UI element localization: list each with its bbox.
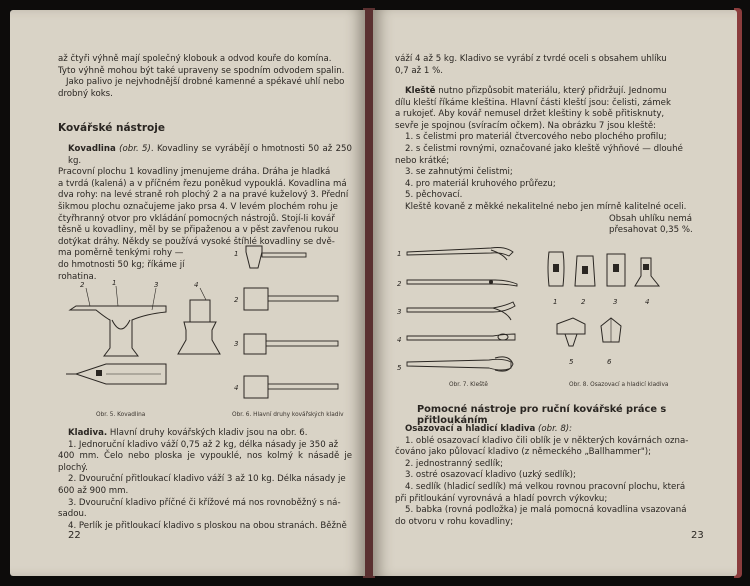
list-item: 1. s čelistmi pro materiál čtvercového nebo plochého profilu; <box>405 132 667 143</box>
fig5-label: 4 <box>194 281 199 289</box>
term-kleste: Kleště <box>405 86 436 96</box>
fig8-label: 1 <box>553 298 558 306</box>
text-line: drobný koks. <box>58 88 113 99</box>
figure-6-caption: Obr. 6. Hlavní druhy kovářských kladiv <box>232 412 344 418</box>
text-line: přesahovat 0,35 %. <box>609 225 693 236</box>
list-item: 4. pro materiál kruhového průřezu; <box>405 178 556 189</box>
set-hammers-paragraph <box>395 424 709 528</box>
fig7-label: 2 <box>397 280 402 288</box>
text-line: Obsah uhlíku nemá <box>609 213 693 224</box>
subsection-title: Osazovací a hladicí kladiva <box>405 424 536 434</box>
figure-6-hammers <box>232 242 342 402</box>
figure-reference: (obr. 8): <box>535 424 573 434</box>
text-line: Kleště kovaně z měkké nekalitelné nebo jen mírně kalitelné oceli. <box>405 201 687 212</box>
figure-8-set-hammers <box>541 246 691 376</box>
text-line: do hmotnosti 50 kg; říkáme jí <box>58 259 185 270</box>
text-line: Jako palivo je nejvhodnější drobné kamenné a spékavé uhlí nebo <box>66 77 345 88</box>
list-item: 2. s čelistmi rovnými, označované jako kleště výhňové — dlouhé <box>405 143 683 154</box>
text-line: rohatina. <box>58 271 97 282</box>
term-kovadlina: Kovadlina <box>68 144 116 154</box>
text-line: Tyto výhně mohou být také upraveny se spodním odvodem spalin. <box>58 65 345 76</box>
fig6-label: 1 <box>234 250 239 258</box>
page-number-left: 22 <box>68 530 81 541</box>
list-item: 4. Perlík je přitloukací kladivo s ploskou na obou stranách. Běžně <box>68 520 347 531</box>
text-line: dílu kleští říkáme kleština. Hlavní části kleští jsou: čelisti, zámek <box>395 97 671 108</box>
text-line: a tvrdá (kalená) a v příčném řezu poněkud vypouklá. Kovadlina má <box>58 178 347 189</box>
list-item: 1. oblé osazovací kladivo čili oblík je v některých kovárnách ozna- <box>405 435 689 446</box>
open-book <box>8 8 742 578</box>
figure-reference: (obr. 5) <box>119 144 151 154</box>
figure-5-anvil <box>66 278 226 408</box>
list-item: 3. ostré osazovací kladivo (uzký sedlík); <box>405 470 576 481</box>
fig7-label: 5 <box>397 364 402 372</box>
list-item: sadou. <box>58 509 87 520</box>
right-intro-paragraph <box>395 54 709 77</box>
list-item: nebo krátké; <box>395 155 450 166</box>
section-title-right: Pomocné nástroje pro ruční kovářské práce s přitloukáním <box>417 404 667 426</box>
list-item: při přitloukání vyrovnává a hladí povrch výkovku; <box>395 493 608 504</box>
left-page <box>10 10 365 576</box>
section-title: Kovářské nástroje <box>58 122 165 134</box>
figure-7-caption: Obr. 7. Kleště <box>449 382 488 388</box>
list-item: do otvoru v rohu kovadliny; <box>395 516 514 527</box>
term-kladiva: Kladiva. <box>68 428 108 438</box>
fig8-label: 5 <box>569 358 574 366</box>
text-line: . Kovadliny se vyrábějí o hmotnosti 50 až 250 kg. <box>68 144 352 166</box>
kladiva-paragraph <box>58 428 352 532</box>
fig8-label: 3 <box>613 298 618 306</box>
left-intro-paragraph <box>58 54 350 100</box>
list-item: 2. jednostranný sedlík; <box>405 458 503 469</box>
fig5-label: 3 <box>154 281 159 289</box>
figure-8-caption: Obr. 8. Osazovací a hladicí kladiva <box>569 382 669 388</box>
list-item: 400 mm. Čelo nebo ploska je vypouklé, nos kolmý k násadě je plochý. <box>58 451 352 473</box>
list-item: čováno jako půlovací kladivo (z německého „Ballhammer"); <box>395 447 652 458</box>
fig7-label: 4 <box>397 336 402 344</box>
text-line: a rukojeť. Aby kovář nemusel držet kleštiny k sobě přitisknuty, <box>395 109 665 120</box>
fig7-label: 3 <box>397 308 402 316</box>
fig8-label: 2 <box>581 298 586 306</box>
fig6-label: 3 <box>234 340 239 348</box>
fig8-label: 4 <box>645 298 650 306</box>
text-line: čtyřhranný otvor pro vkládání pomocných nástrojů. Stojí-li kovář <box>58 213 335 224</box>
text-line: těsně u kovadliny, měl by se připaženou a v pěst zavřenou rukou <box>58 225 339 236</box>
text-line: až čtyři výhně mají společný klobouk a odvod kouře do komína. <box>58 54 332 64</box>
list-item: 4. sedlík (hladicí sedlík) má velkou rovnou pracovní plochu, která <box>405 481 686 492</box>
fig5-label: 1 <box>112 279 117 287</box>
text-line: Pracovní plochu 1 kovadliny jmenujeme dráha. Dráha je hladká <box>58 167 331 178</box>
text-line: šikmou plochu označujeme jako prsa 4. V levém plochém rohu je <box>58 201 338 212</box>
list-item: 2. Dvouruční přitloukací kladivo váží 3 až 10 kg. Délka násady je <box>68 474 346 485</box>
text-line: dva rohy: na levé straně roh plochý 2 a na pravé kuželový 3. Přední <box>58 190 349 201</box>
right-page <box>373 10 737 576</box>
klieste-paragraph <box>395 86 709 237</box>
list-item: 1. Jednoruční kladivo váží 0,75 až 2 kg, délka násady je 350 až <box>68 439 339 450</box>
text-line: nutno přizpůsobit materiálu, který přidržují. Jednomu <box>435 86 667 96</box>
text-line: 0,7 až 1 %. <box>395 65 444 76</box>
fig5-label: 2 <box>80 281 85 289</box>
text-line: sevře je spojnou (svíracím očkem). Na obrázku 7 jsou kleště: <box>395 120 657 131</box>
text-line: váží 4 až 5 kg. Kladivo se vyrábí z tvrdé oceli s obsahem uhlíku <box>395 54 667 64</box>
list-item: 5. babka (rovná podložka) je malá pomocná kovadlina vsazovaná <box>405 505 687 516</box>
figure-5-caption: Obr. 5. Kovadlina <box>96 412 146 418</box>
text-line: ma poměrně tenkými rohy — <box>58 248 184 259</box>
fig6-label: 4 <box>234 384 239 392</box>
list-item: 5. pěchovací. <box>405 190 463 201</box>
figure-7-tongs <box>395 242 535 382</box>
fig8-label: 6 <box>607 358 612 366</box>
text-line: dotýkat dráhy. Někdy se používá vysoké štíhlé kovadliny se dvě- <box>58 236 335 247</box>
fig7-label: 1 <box>397 250 402 258</box>
list-item: 3. Dvouruční kladivo příčné či křížové má nos rovnoběžný s ná- <box>68 497 341 508</box>
list-item: 3. se zahnutými čelistmi; <box>405 167 513 178</box>
fig6-label: 2 <box>234 296 239 304</box>
text-line: Hlavní druhy kovářských kladiv jsou na obr. 6. <box>107 428 308 438</box>
list-item: 600 až 900 mm. <box>58 485 129 496</box>
page-number-right: 23 <box>691 530 704 541</box>
